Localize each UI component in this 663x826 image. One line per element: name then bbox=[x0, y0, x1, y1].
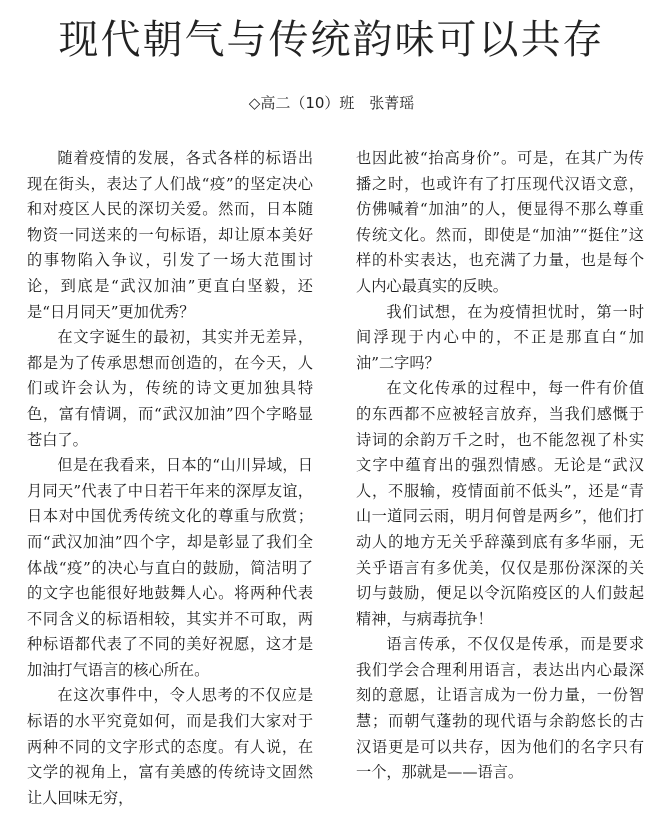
paragraph-continued: 也因此被“抬高身价”。可是，在其广为传播之时，也或许有了打压现代汉语文意，仿佛喊着“加油”的人，便显得不那么尊重传统文化。然而，即使是“加油”“挺住”这样的朴实表达，也充满了力量，也是每个人内心最真实的反映。 bbox=[356, 149, 644, 295]
byline-class: 高二（10）班 bbox=[260, 94, 355, 112]
paragraph: 我们试想，在为疫情担忧时，第一时间浮现于内心中的，不正是那直白“加油”二字吗？ bbox=[356, 302, 644, 372]
paragraph: 在这次事件中，令人思考的不仅应是标语的水平究竟如何，而是我们大家对于两种不同的文字形式的态度。有人说，在文学的视角上，富有美感的传统诗文固然让人回味无穷， bbox=[27, 686, 313, 807]
byline-author: 张菁瑶 bbox=[369, 94, 415, 112]
paragraph: 但是在我看来，日本的“山川异域，日月同天”代表了中日若干年来的深厚友谊，日本对中国优秀传统文化的尊重与欣赏；而“武汉加油”四个字，却是彰显了我们全体战“疫”的决心与直白的鼓励，简洁明了的文字也能很好地鼓舞人心。将两种代表不同含义的标语相较，其实并不可取，两种标语都代表了不同的美好祝愿，这才是加油打气语言的核心所在。 bbox=[27, 456, 313, 679]
left-column bbox=[27, 146, 313, 822]
paragraph: 在文字诞生的最初，其实并无差异，都是为了传承思想而创造的，在今天，人们或许会认为，传统的诗文更加独具特色，富有情调，而“武汉加油”四个字略显苍白了。 bbox=[27, 328, 313, 449]
right-column bbox=[356, 146, 644, 822]
byline-marker: ◇ bbox=[248, 94, 261, 112]
paragraph: 在文化传承的过程中，每一件有价值的东西都不应被轻言放弃，当我们感慨于诗词的余韵万千之时，也不能忽视了朴实文字中蕴育出的强烈情感。无论是“武汉人，不服输，疫情面前不低头”，还是“青山一道同云雨，明月何曾是两乡”，他们打动人的地方无关乎辞藻到底有多华丽，无关乎语言有多优美，仅仅是那份深深的关切与鼓励，便足以令沉陷疫区的人们鼓起精神，与病毒抗争！ bbox=[356, 379, 644, 628]
byline bbox=[0, 92, 663, 114]
paragraph: 随着疫情的发展，各式各样的标语出现在街头，表达了人们战“疫”的坚定决心和对疫区人民的深切关爱。然而，日本随物资一同送来的一句标语，却让原本美好的事物陷入争议，引发了一场大范围讨论，到底是“武汉加油”更直白坚毅，还是“日月同天”更加优秀？ bbox=[27, 149, 313, 321]
paragraph: 语言传承，不仅仅是传承，而是要求我们学会合理利用语言，表达出内心最深刻的意愿，让语言成为一份力量，一份智慧；而朝气蓬勃的现代语与余韵悠长的古汉语更是可以共存，因为他们的名字只有一个，那就是——语言。 bbox=[356, 635, 644, 782]
article-title: 现代朝气与传统韵味可以共存 bbox=[58, 17, 605, 63]
